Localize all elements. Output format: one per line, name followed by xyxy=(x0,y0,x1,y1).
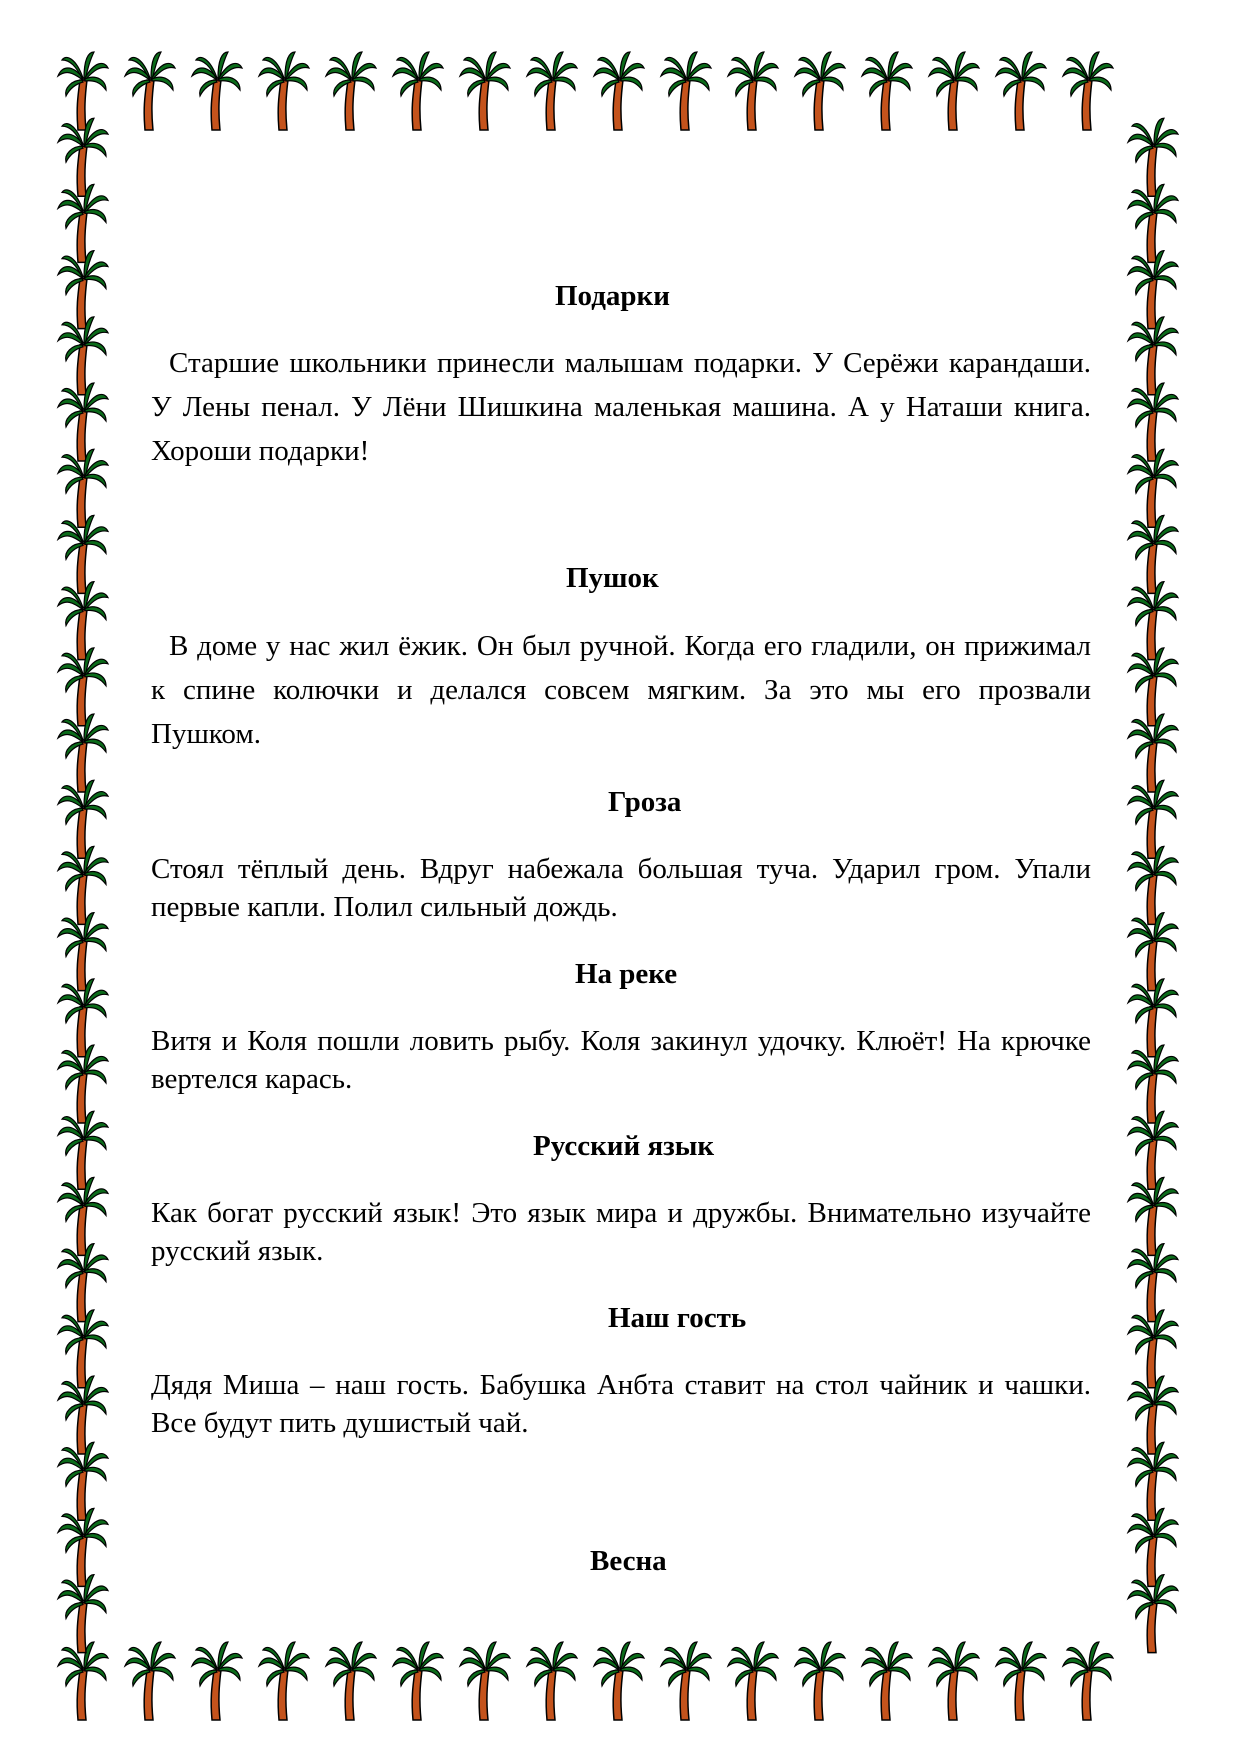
palm-tree-icon xyxy=(728,52,778,130)
palm-tree-icon xyxy=(460,52,510,130)
palm-tree-icon xyxy=(795,1642,845,1720)
palm-tree-icon xyxy=(1128,118,1178,196)
palm-tree-icon xyxy=(326,52,376,130)
story-title: На реке xyxy=(575,958,678,990)
palm-tree-icon xyxy=(1063,52,1113,130)
story-title: Гроза xyxy=(608,786,682,818)
palm-tree-icon xyxy=(125,52,175,130)
palm-tree-icon xyxy=(661,52,711,130)
story-title: Пушок xyxy=(566,562,659,594)
story-title: Весна xyxy=(590,1545,667,1577)
palm-tree-icon xyxy=(259,52,309,130)
palm-tree-icon xyxy=(125,1642,175,1720)
palm-tree-icon xyxy=(795,52,845,130)
palm-tree-icon xyxy=(58,1642,108,1720)
story-title: Подарки xyxy=(555,280,670,312)
palm-tree-icon xyxy=(527,52,577,130)
palm-tree-icon xyxy=(862,1642,912,1720)
palm-tree-icon xyxy=(862,52,912,130)
palm-tree-icon xyxy=(326,1642,376,1720)
story-text: Как богат русский язык! Это язык мира и дружбы. Внимательно изучайте русский язык. xyxy=(151,1197,1091,1267)
story-title: Русский язык xyxy=(533,1130,715,1162)
palm-tree-icon xyxy=(192,1642,242,1720)
palm-tree-icon xyxy=(594,52,644,130)
palm-tree-icon xyxy=(996,1642,1046,1720)
palm-tree-icon xyxy=(996,52,1046,130)
palm-tree-icon xyxy=(460,1642,510,1720)
story-text: Старшие школьники принесли малышам подарки. У Серёжи карандаши. У Лены пенал. У Лёни Шишкина маленькая машина. А у Наташи книга. Хороши подарки! xyxy=(151,347,1091,467)
palm-tree-icon xyxy=(393,52,443,130)
palm-tree-icon xyxy=(259,1642,309,1720)
palm-tree-icon xyxy=(929,52,979,130)
palm-tree-icon xyxy=(393,1642,443,1720)
story-text: Стоял тёплый день. Вдруг набежала большая туча. Ударил гром. Упали первые капли. Полил сильный дождь. xyxy=(151,853,1091,923)
palm-tree-icon xyxy=(58,52,108,130)
story-title: Наш гость xyxy=(608,1302,747,1334)
palm-tree-icon xyxy=(594,1642,644,1720)
palm-tree-icon xyxy=(192,52,242,130)
story-text: Дядя Миша – наш гость. Бабушка Анбта ставит на стол чайник и чашки. Все будут пить душистый чай. xyxy=(151,1369,1091,1439)
story-text: В доме у нас жил ёжик. Он был ручной. Когда его гладили, он прижимал к спине колючки и делался совсем мягким. За это мы его прозвали Пушком. xyxy=(151,630,1091,750)
palm-tree-icon xyxy=(527,1642,577,1720)
palm-tree-icon xyxy=(661,1642,711,1720)
palm-tree-icon xyxy=(728,1642,778,1720)
palm-tree-icon xyxy=(1063,1642,1113,1720)
palm-tree-icon xyxy=(929,1642,979,1720)
story-text: Витя и Коля пошли ловить рыбу. Коля закинул удочку. Клюёт! На крючке вертелся карась. xyxy=(151,1025,1091,1095)
